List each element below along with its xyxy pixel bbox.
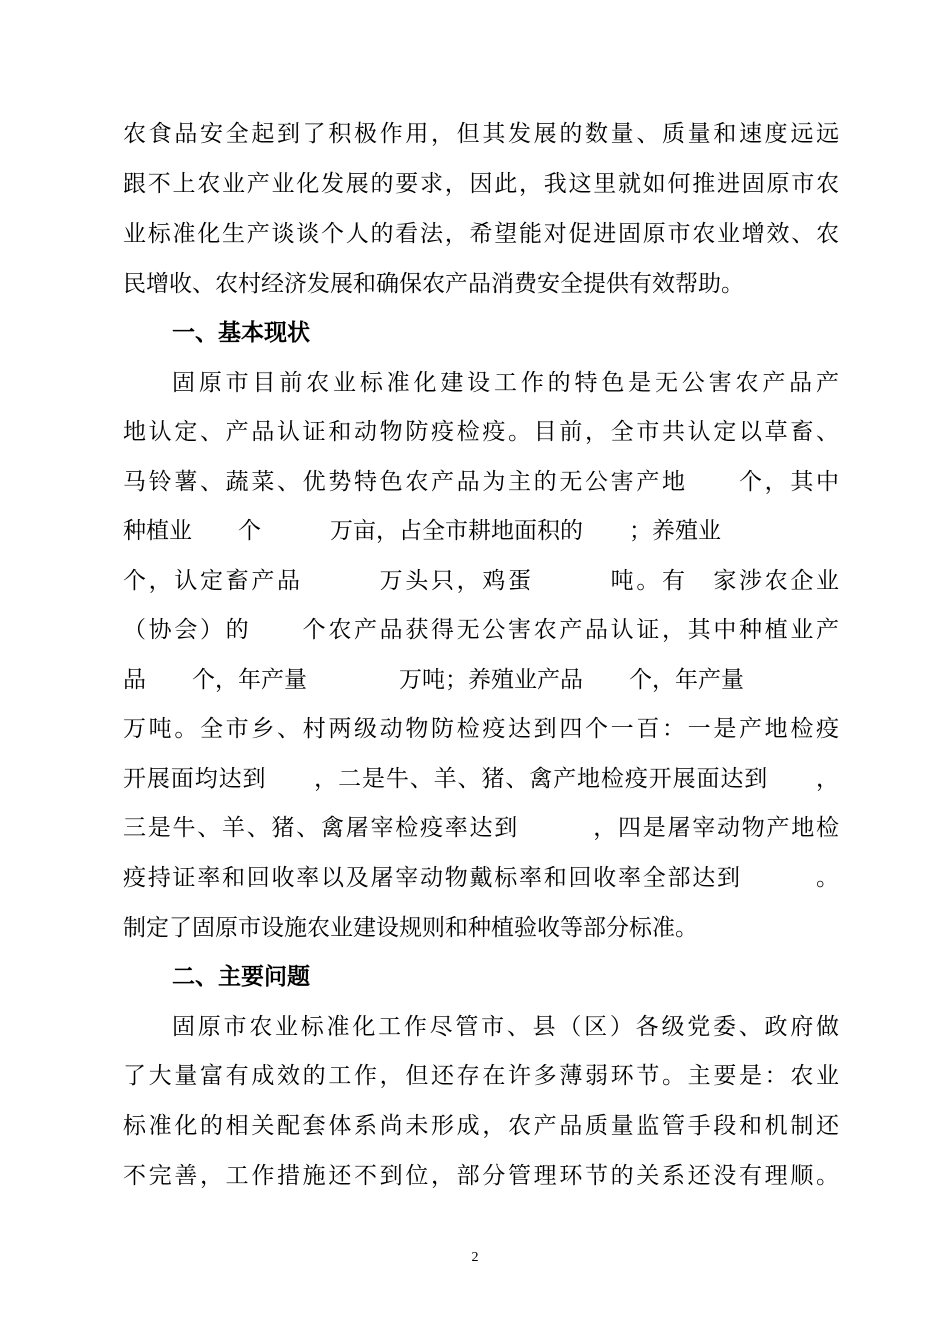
paragraph-line: 个，认定畜产品 万头只，鸡蛋 吨。有 家涉农企业 [123,568,839,594]
paragraph-line: 种植业 个 万亩，占全市耕地面积的 ；养殖业 [123,518,721,544]
paragraph-line: 固原市目前农业标准化建设工作的特色是无公害农产品产 [172,370,839,396]
page-number: 2 [471,1250,479,1265]
paragraph-line: 制定了固原市设施农业建设规则和种植验收等部分标准。 [123,915,698,941]
paragraph-line: 标准化的相关配套体系尚未形成，农产品质量监管手段和机制还 [123,1113,839,1139]
paragraph-line: 万吨。全市乡、村两级动物防检疫达到四个一百：一是产地检疫 [123,716,839,742]
paragraph-line: 品 个，年产量 万吨；养殖业产品 个，年产量 [123,667,744,693]
paragraph-line: 了大量富有成效的工作，但还存在许多薄弱环节。主要是：农业 [123,1063,839,1089]
paragraph-line: （协会）的 个农产品获得无公害农产品认证，其中种植业产 [123,617,839,643]
paragraph-line: 地认定、产品认证和动物防疫检疫。目前，全市共认定以草畜、 [123,419,839,445]
paragraph-line: 农食品安全起到了积极作用，但其发展的数量、质量和速度远远 [123,121,839,147]
paragraph-line: 马铃薯、蔬菜、优势特色农产品为主的无公害产地 个，其中 [123,469,839,495]
paragraph-line: 三是牛、羊、猪、禽屠宰检疫率达到 ，四是屠宰动物产地检 [123,815,839,841]
paragraph-line: 固原市农业标准化工作尽管市、县（区）各级党委、政府做 [172,1014,839,1040]
paragraph-line: 疫持证率和回收率以及屠宰动物戴标率和回收率全部达到 。 [123,865,839,891]
section-heading-main-problems: 二、主要问题 [172,963,310,990]
section-heading-basic-status: 一、基本现状 [172,319,310,346]
paragraph-line: 业标准化生产谈谈个人的看法，希望能对促进固原市农业增效、农 [123,221,839,247]
paragraph-line: 跟不上农业产业化发展的要求，因此，我这里就如何推进固原市农 [123,171,839,197]
paragraph-line: 民增收、农村经济发展和确保农产品消费安全提供有效帮助。 [123,271,744,297]
paragraph-line: 开展面均达到 ，二是牛、羊、猪、禽产地检疫开展面达到 ， [123,766,839,792]
paragraph-line: 不完善，工作措施还不到位，部分管理环节的关系还没有理顺。 [123,1163,839,1189]
